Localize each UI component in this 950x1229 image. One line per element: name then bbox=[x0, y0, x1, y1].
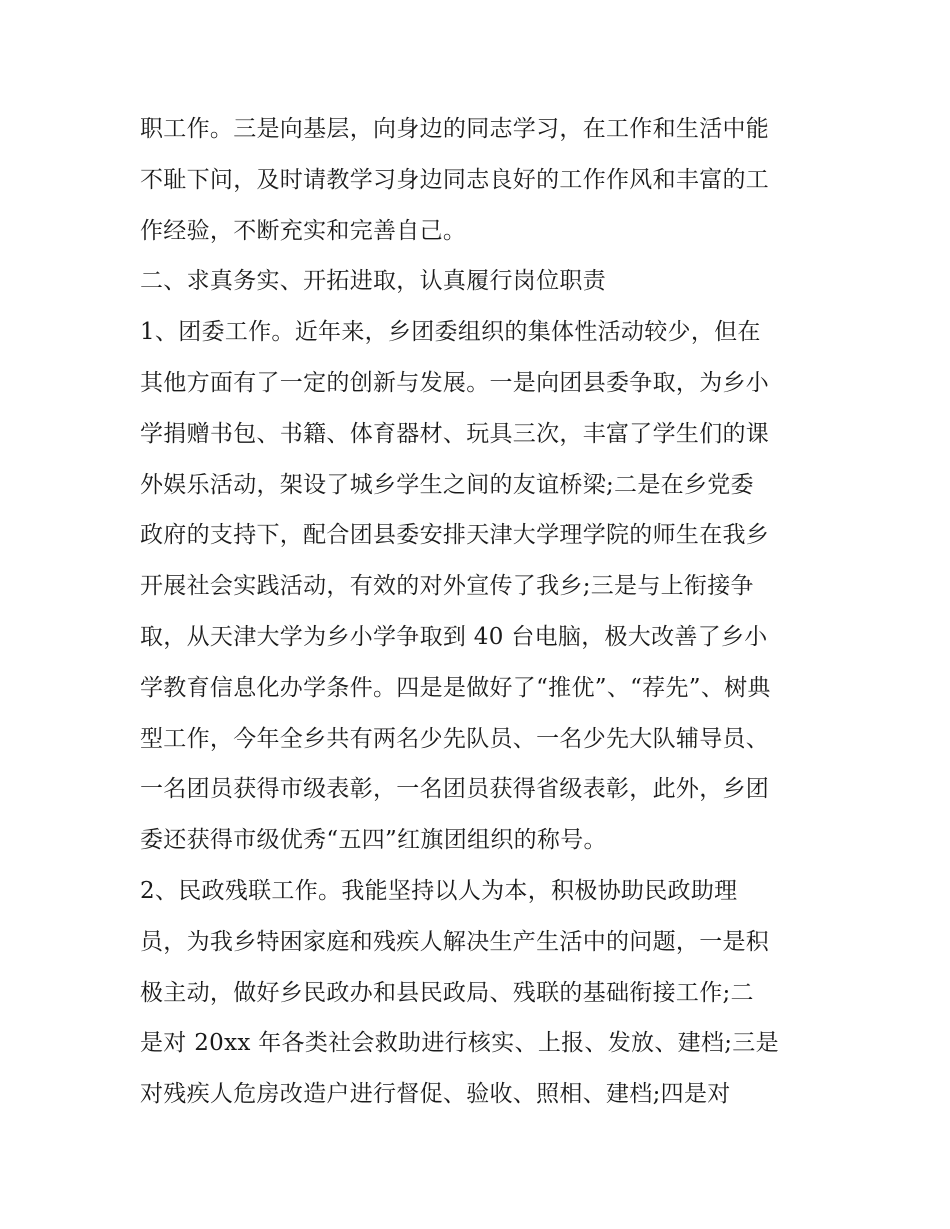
text-line: 极主动，做好乡民政办和县民政局、残联的基础衔接工作;二 bbox=[140, 979, 754, 1006]
text-line: 职工作。三是向基层，向身边的同志学习，在工作和生活中能 bbox=[140, 116, 770, 142]
text-line: 作经验，不断充实和完善自己。 bbox=[140, 217, 467, 244]
text-line: 开展社会实践活动，有效的对外宣传了我乡;三是与上衔接争 bbox=[140, 573, 754, 600]
section-heading: 二、求真务实、开拓进取，认真履行岗位职责 bbox=[140, 268, 606, 295]
text-line: 其他方面有了一定的创新与发展。一是向团县委争取，为乡小 bbox=[140, 369, 770, 396]
text-line: 学教育信息化办学条件。四是是做好了“推优”、“荐先”、树典 bbox=[140, 674, 771, 701]
text-line: 对残疾人危房改造户进行督促、验收、照相、建档;四是对 bbox=[140, 1081, 731, 1108]
text-line: 学捐赠书包、书籍、体育器材、玩具三次，丰富了学生们的课 bbox=[140, 420, 770, 447]
text-line: 员，为我乡特困家庭和残疾人解决生产生活中的问题，一是积 bbox=[140, 928, 770, 955]
text-line: 取，从天津大学为乡小学争取到 40 台电脑，极大改善了乡小 bbox=[140, 623, 768, 650]
text-line: 2、民政残联工作。我能坚持以人为本，积极协助民政助理 bbox=[140, 877, 738, 904]
text-line: 1、团委工作。近年来，乡团委组织的集体性活动较少，但在 bbox=[140, 319, 761, 346]
text-line: 委还获得市级优秀“五四”红旗团组织的称号。 bbox=[140, 827, 607, 854]
text-line: 不耻下问，及时请教学习身边同志良好的工作作风和丰富的工 bbox=[140, 166, 770, 193]
text-line: 外娱乐活动，架设了城乡学生之间的友谊桥梁;二是在乡党委 bbox=[140, 471, 754, 498]
text-line: 一名团员获得市级表彰，一名团员获得省级表彰，此外，乡团 bbox=[140, 776, 770, 803]
text-line: 政府的支持下，配合团县委安排天津大学理学院的师生在我乡 bbox=[140, 522, 770, 549]
document-body bbox=[140, 104, 820, 1120]
text-line: 是对 20xx 年各类社会救助进行核实、上报、发放、建档;三是 bbox=[140, 1030, 779, 1057]
text-line: 型工作，今年全乡共有两名少先队员、一名少先大队辅导员、 bbox=[140, 725, 770, 752]
